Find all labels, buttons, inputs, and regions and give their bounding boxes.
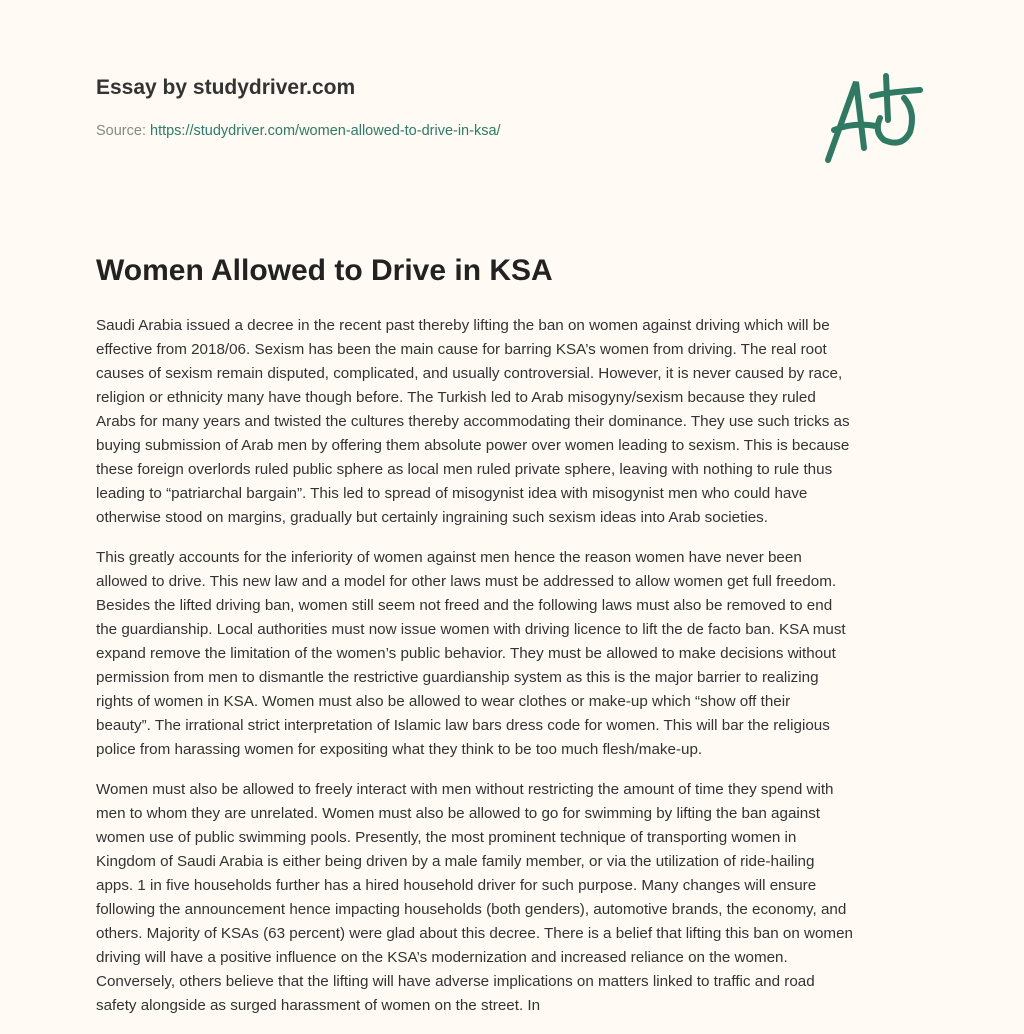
essay-paragraph: [96, 546, 936, 762]
paragraph-line: others. Majority of KSAs (63 percent) were glad about this decree. There is a belief that lifting this ban on women: [96, 925, 853, 942]
paragraph-line: beauty”. The irrational strict interpretation of Islamic law bars dress code for women. This will bar the religious: [96, 717, 830, 734]
paragraph-line: the guardianship. Local authorities must now issue women with driving licence to lift the de facto ban. KSA must: [96, 621, 846, 638]
source-line: [96, 123, 501, 139]
paragraph-line: driving will have a positive influence on the KSA’s modernization and increased reliance on the women.: [96, 949, 788, 966]
paragraph-line: allowed to drive. This new law and a model for other laws must be addressed to allow women get full freedom.: [96, 573, 837, 590]
essay-paragraph: [96, 314, 936, 530]
paragraph-line: police from harassing women for expositing what they think to be too much flesh/make-up.: [96, 741, 703, 758]
paragraph-line: apps. 1 in five households further has a hired household driver for such purpose. Many changes will ensure: [96, 877, 817, 894]
paragraph-line: religion or ethnicity many have though before. The Turkish led to Arab misogyny/sexism because they ruled: [96, 389, 816, 406]
paragraph-line: This greatly accounts for the inferiority of women against men hence the reason women have never been: [96, 549, 802, 566]
source-label: Source:: [96, 123, 150, 139]
paragraph-line: effective from 2018/06. Sexism has been the main cause for barring KSA’s women from driving. The real root: [96, 341, 827, 358]
paragraph-line: buying submission of Arab men by offering them absolute power over women leading to sexism. This is because: [96, 437, 850, 454]
paragraph-line: safety alongside as surged harassment of women on the street. In: [96, 997, 541, 1014]
paragraph-line: rights of women in KSA. Women must also be allowed to wear clothes or make-up which “show off their: [96, 693, 791, 710]
paragraph-line: women use of public swimming pools. Presently, the most prominent technique of transporting women in: [96, 829, 797, 846]
site-title: Essay by studydriver.com: [96, 76, 356, 99]
paragraph-line: permission from men to dismantle the restrictive guardianship system as this is the major barrier to realizing: [96, 669, 819, 686]
paragraph-line: men to whom they are unrelated. Women must also be allowed to go for swimming by lifting the ban against: [96, 805, 821, 822]
essay-paragraph: [96, 778, 936, 1018]
paragraph-line: Saudi Arabia issued a decree in the recent past thereby lifting the ban on women against driving which will be: [96, 317, 830, 334]
paragraph-line: Arabs for many years and twisted the cultures thereby accommodating their dominance. They use such tricks as: [96, 413, 850, 430]
paragraph-line: leading to “patriarchal bargain”. This led to spread of misogynist idea with misogynist men who could have: [96, 485, 808, 502]
paragraph-line: Conversely, others believe that the lifting will have adverse implications on matters linked to traffic and road: [96, 973, 815, 990]
paragraph-line: Kingdom of Saudi Arabia is either being driven by a male family member, or via the utilization of ride-hailing: [96, 853, 815, 870]
paragraph-line: causes of sexism remain disputed, complicated, and usually controversial. However, it is never caused by race,: [96, 365, 843, 382]
source-link[interactable]: https://studydriver.com/women-allowed-to-drive-in-ksa/: [150, 123, 501, 139]
paragraph-line: expand remove the limitation of the women’s public behavior. They must be allowed to make decisions without: [96, 645, 836, 662]
a-plus-logo: [820, 68, 930, 168]
paragraph-line: Women must also be allowed to freely interact with men without restricting the amount of time they spend with: [96, 781, 834, 798]
paragraph-line: otherwise stood on margins, gradually but certainly ingraining such sexism ideas into Arab societies.: [96, 509, 768, 526]
essay-body: [96, 314, 936, 1034]
paragraph-line: these foreign overlords ruled public sphere as local men ruled private sphere, leaving with nothing to rule thus: [96, 461, 833, 478]
essay-title: Women Allowed to Drive in KSA: [96, 254, 553, 287]
paragraph-line: following the announcement hence impacting households (both genders), automotive brands, the economy, and: [96, 901, 847, 918]
paragraph-line: Besides the lifted driving ban, women still seem not freed and the following laws must also be removed to end: [96, 597, 833, 614]
